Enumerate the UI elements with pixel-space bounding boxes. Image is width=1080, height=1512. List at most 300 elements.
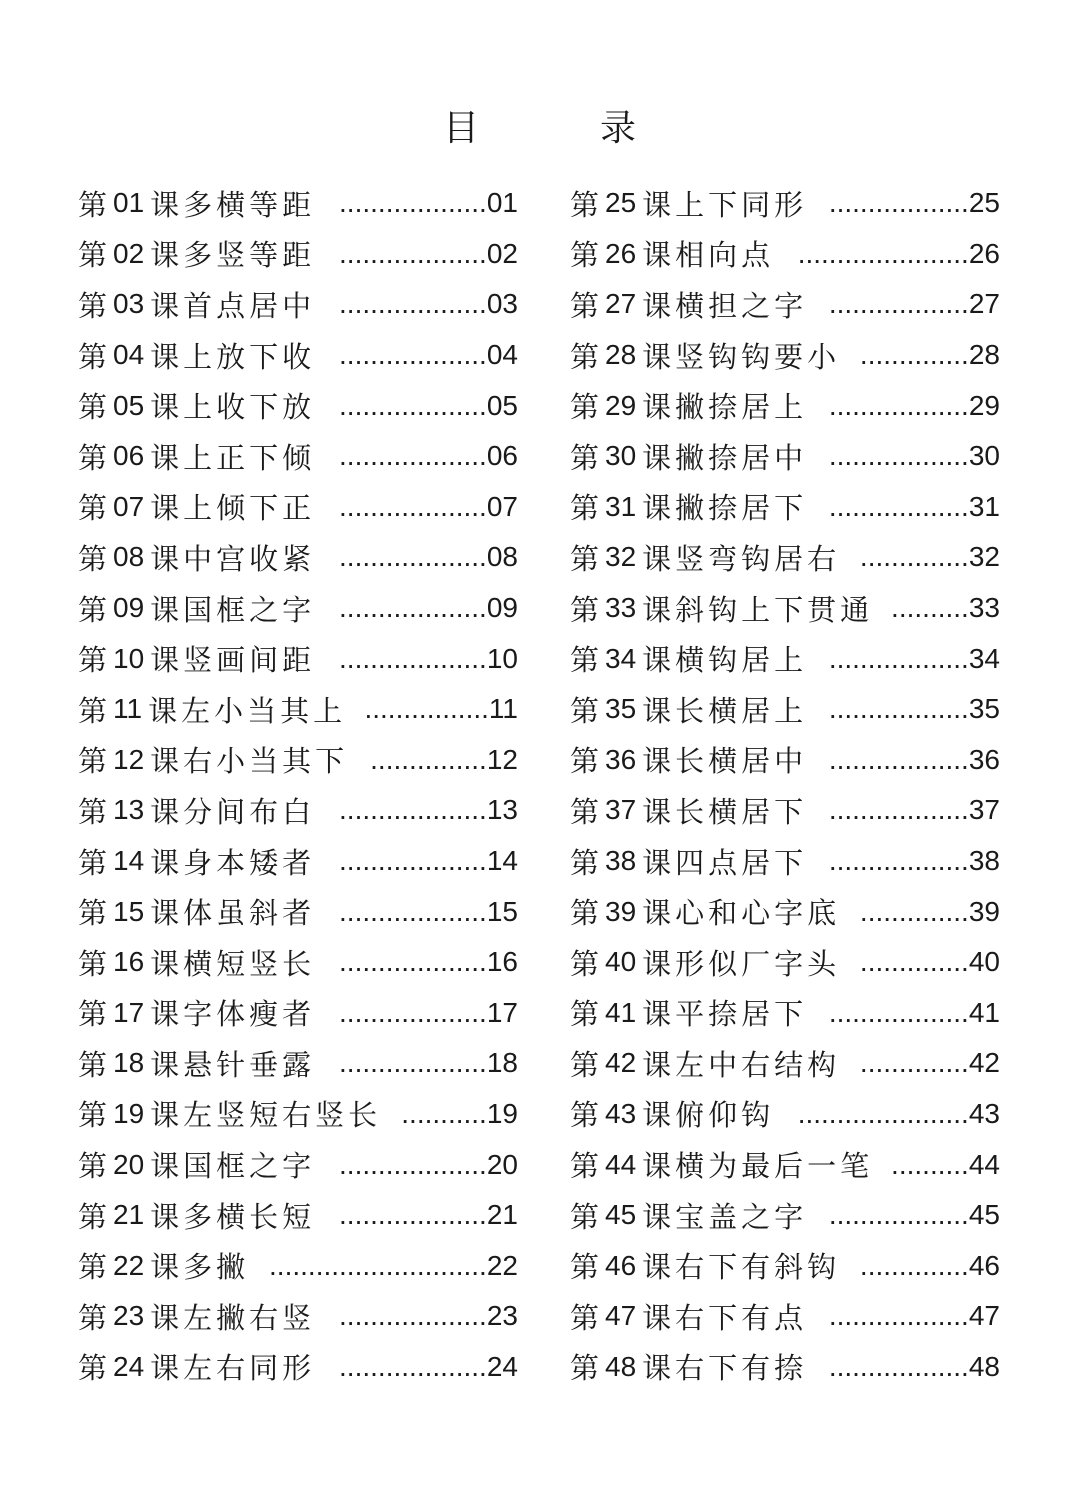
toc-entry-prefix: 第	[78, 946, 108, 981]
toc-entry-number: 22	[113, 1249, 145, 1281]
toc-entry-number: 29	[605, 389, 637, 421]
toc-entry-number: 28	[605, 339, 637, 371]
toc-entry-number: 18	[113, 1047, 145, 1079]
toc-entry-title: 课身本矮者	[150, 845, 316, 880]
dot-leader: ..........	[891, 1148, 969, 1180]
title-char-1: 目	[442, 108, 480, 149]
toc-entry-number: 42	[605, 1047, 637, 1079]
toc-entry-leader	[315, 592, 518, 624]
toc-entry[interactable]	[570, 482, 1000, 533]
toc-entry-page: 09	[486, 592, 518, 624]
toc-entry-number: 34	[605, 642, 637, 674]
toc-entry[interactable]	[570, 583, 1000, 634]
toc-entry-prefix: 第	[78, 794, 108, 829]
toc-entry-title: 课横担之字	[642, 288, 808, 323]
toc-entry-page: 35	[968, 693, 1000, 725]
toc-entry-page: 23	[486, 1300, 518, 1332]
toc-entry[interactable]	[78, 684, 518, 735]
toc-entry-number: 07	[113, 490, 145, 522]
toc-entry-title: 课上下同形	[642, 187, 808, 222]
toc-entry-leader	[315, 541, 518, 573]
toc-entry[interactable]	[570, 1139, 1000, 1190]
toc-entry[interactable]	[78, 178, 518, 229]
toc-entry[interactable]	[570, 836, 1000, 887]
toc-entry[interactable]	[78, 1089, 518, 1140]
toc-entry-prefix: 第	[78, 491, 108, 526]
toc-entry-prefix: 第	[570, 946, 600, 981]
toc-entry-title: 课右下有斜钩	[642, 1250, 841, 1285]
toc-entry-number: 17	[113, 996, 145, 1028]
toc-entry-number: 15	[113, 895, 145, 927]
dot-leader: ..............	[859, 946, 969, 978]
toc-entry-prefix: 第	[570, 390, 600, 425]
toc-entry-page: 45	[968, 1199, 1000, 1231]
toc-entry-leader	[840, 1250, 1000, 1282]
toc-entry-page: 13	[486, 794, 518, 826]
toc-entry-prefix: 第	[570, 1098, 600, 1133]
toc-entry-page: 37	[968, 794, 1000, 826]
toc-entry-page: 16	[486, 946, 518, 978]
toc-entry[interactable]	[570, 735, 1000, 786]
toc-entry-title: 课国框之字	[150, 1149, 316, 1184]
toc-entry-leader	[807, 693, 1000, 725]
toc-entry[interactable]	[570, 178, 1000, 229]
toc-entry-prefix: 第	[78, 390, 108, 425]
toc-entry-page: 31	[968, 490, 1000, 522]
toc-entry-title: 课首点居中	[150, 288, 316, 323]
toc-entry-leader	[807, 1199, 1000, 1231]
toc-entry-number: 37	[605, 794, 637, 826]
toc-entry-leader	[840, 541, 1000, 573]
toc-entry[interactable]	[78, 1342, 518, 1393]
toc-entry-title: 课左右同形	[150, 1351, 316, 1386]
dot-leader: ..................	[828, 642, 969, 674]
toc-entry-prefix: 第	[570, 643, 600, 678]
toc-entry-title: 课左竖短右竖长	[150, 1098, 382, 1133]
toc-entry-leader	[315, 491, 518, 523]
toc-entry-title: 课悬针垂露	[150, 1047, 316, 1082]
toc-entry-title: 课上收下放	[150, 390, 316, 425]
toc-entry[interactable]	[570, 532, 1000, 583]
toc-entry-page: 17	[486, 996, 518, 1028]
toc-entry[interactable]	[570, 279, 1000, 330]
toc-entry-prefix: 第	[570, 187, 600, 222]
toc-entry-leader	[807, 744, 1000, 776]
toc-entry[interactable]	[570, 229, 1000, 280]
toc-entry-page: 32	[968, 541, 1000, 573]
toc-entry-leader	[315, 896, 518, 928]
toc-entry-number: 16	[113, 946, 145, 978]
toc-entry-prefix: 第	[78, 896, 108, 931]
toc-entry-number: 06	[113, 440, 145, 472]
dot-leader: ..............	[859, 541, 969, 573]
toc-entry[interactable]	[570, 330, 1000, 381]
dot-leader: ..................	[828, 389, 969, 421]
toc-entry-prefix: 第	[570, 491, 600, 526]
toc-entry-page: 10	[486, 642, 518, 674]
toc-entry-prefix: 第	[78, 187, 108, 222]
toc-entry-prefix: 第	[78, 693, 108, 728]
toc-entry-number: 47	[605, 1300, 637, 1332]
toc-entry-prefix: 第	[78, 744, 108, 779]
toc-entry-leader	[315, 946, 518, 978]
toc-entry-number: 41	[605, 996, 637, 1028]
toc-entry-prefix: 第	[78, 1351, 108, 1386]
dot-leader: ..................	[828, 743, 969, 775]
toc-entry-number: 04	[113, 339, 145, 371]
toc-entry-title: 课斜钩上下贯通	[642, 592, 874, 627]
toc-entry-number: 40	[605, 946, 637, 978]
toc-entry-page: 19	[486, 1097, 518, 1129]
toc-entry-page: 08	[486, 541, 518, 573]
toc-entry-leader	[315, 1351, 518, 1383]
toc-entry[interactable]	[570, 785, 1000, 836]
toc-entry-leader	[315, 794, 518, 826]
toc-column-right	[570, 178, 1000, 1392]
title-char-2: 录	[600, 108, 638, 149]
dot-leader: ..................	[828, 1300, 969, 1332]
toc-entry-page: 36	[968, 743, 1000, 775]
toc-entry-number: 13	[113, 794, 145, 826]
toc-entry-prefix: 第	[570, 1300, 600, 1335]
dot-leader: ......................	[797, 237, 969, 269]
toc-entry-number: 35	[605, 693, 637, 725]
dot-leader: ..................	[828, 1199, 969, 1231]
toc-entry-leader	[774, 238, 1000, 270]
dot-leader: ..................	[828, 693, 969, 725]
toc-entry[interactable]	[570, 1190, 1000, 1241]
toc-entry[interactable]	[570, 684, 1000, 735]
toc-entry-leader	[774, 1098, 1000, 1130]
toc-entry-leader	[807, 845, 1000, 877]
toc-entry-number: 48	[605, 1350, 637, 1382]
toc-entry-number: 46	[605, 1249, 637, 1281]
toc-entry-leader	[348, 744, 518, 776]
toc-entry[interactable]	[78, 937, 518, 988]
toc-entry-leader	[807, 288, 1000, 320]
toc-entry[interactable]	[78, 482, 518, 533]
toc-entry-title: 课四点居下	[642, 845, 808, 880]
toc-entry[interactable]	[78, 836, 518, 887]
toc-entry-title: 课体虽斜者	[150, 896, 316, 931]
toc-entry-title: 课竖画间距	[150, 643, 316, 678]
toc-entry[interactable]	[570, 1291, 1000, 1342]
toc-entry[interactable]	[78, 886, 518, 937]
dot-leader: ................	[364, 693, 489, 725]
toc-entry-prefix: 第	[570, 1351, 600, 1386]
toc-entry-title: 课撇捺居上	[642, 390, 808, 425]
toc-entry-title: 课右下有点	[642, 1300, 808, 1335]
toc-entry-page: 11	[488, 693, 518, 725]
toc-entry-title: 课中宫收紧	[150, 541, 316, 576]
toc-entry-title: 课分间布白	[150, 794, 316, 829]
dot-leader: ..................	[828, 187, 969, 219]
toc-entry-title: 课心和心字底	[642, 896, 841, 931]
toc-entry[interactable]	[570, 988, 1000, 1039]
toc-entry-page: 02	[486, 237, 518, 269]
dot-leader: ...................	[339, 592, 487, 624]
toc-entry-page: 28	[968, 339, 1000, 371]
toc-entry-prefix: 第	[78, 1199, 108, 1234]
toc-entry-page: 41	[968, 996, 1000, 1028]
toc-entry-page: 25	[968, 187, 1000, 219]
toc-entry-prefix: 第	[78, 997, 108, 1032]
toc-entry-prefix: 第	[570, 794, 600, 829]
toc-entry-prefix: 第	[570, 339, 600, 374]
toc-entry-number: 21	[113, 1199, 145, 1231]
toc-entry-prefix: 第	[570, 541, 600, 576]
toc-entry[interactable]	[78, 431, 518, 482]
toc-entry-title: 课宝盖之字	[642, 1199, 808, 1234]
toc-entry[interactable]	[570, 1038, 1000, 1089]
dot-leader: ..........	[891, 592, 969, 624]
toc-column-left	[78, 178, 518, 1392]
toc-entry-page: 06	[486, 440, 518, 472]
toc-entry-page: 18	[486, 1047, 518, 1079]
toc-entry[interactable]	[78, 380, 518, 431]
dot-leader: ..............	[859, 895, 969, 927]
toc-entry-number: 14	[113, 845, 145, 877]
toc-entry-prefix: 第	[570, 1047, 600, 1082]
toc-entry[interactable]	[78, 1291, 518, 1342]
toc-entry-page: 14	[486, 845, 518, 877]
toc-entry-title: 课横短竖长	[150, 946, 316, 981]
toc-entry-title: 课上倾下正	[150, 491, 316, 526]
dot-leader: ..................	[828, 794, 969, 826]
toc-entry-prefix: 第	[570, 997, 600, 1032]
toc-entry-title: 课形似厂字头	[642, 946, 841, 981]
toc-entry-title: 课平捺居下	[642, 997, 808, 1032]
toc-entry-leader	[381, 1098, 518, 1130]
toc-entry-page: 29	[968, 389, 1000, 421]
toc-entry-leader	[249, 1250, 518, 1282]
toc-entry-number: 26	[605, 237, 637, 269]
toc-entry-leader	[807, 390, 1000, 422]
toc-entry-leader	[315, 1199, 518, 1231]
toc-entry-page: 03	[486, 288, 518, 320]
toc-entry-number: 45	[605, 1199, 637, 1231]
dot-leader: ...................	[339, 339, 487, 371]
toc-entry-title: 课相向点	[642, 238, 775, 273]
toc-entry-page: 24	[486, 1350, 518, 1382]
toc-entry-number: 38	[605, 845, 637, 877]
toc-entry[interactable]	[570, 1240, 1000, 1291]
toc-entry-page: 21	[486, 1199, 518, 1231]
toc-entry-title: 课多撇	[150, 1250, 250, 1285]
dot-leader: ...................	[339, 845, 487, 877]
toc-entry-number: 36	[605, 743, 637, 775]
toc-entry-number: 19	[113, 1097, 145, 1129]
toc-entry-number: 43	[605, 1097, 637, 1129]
toc-entry-prefix: 第	[78, 1149, 108, 1184]
toc-entry-leader	[873, 1149, 1000, 1181]
dot-leader: ......................	[797, 1097, 969, 1129]
toc-entry[interactable]	[78, 583, 518, 634]
toc-entry-title: 课右小当其下	[150, 744, 349, 779]
toc-entry-leader	[807, 997, 1000, 1029]
toc-entry-leader	[315, 440, 518, 472]
toc-entry-prefix: 第	[78, 339, 108, 374]
toc-entry-number: 39	[605, 895, 637, 927]
toc-entry-title: 课右下有捺	[642, 1351, 808, 1386]
toc-entry-prefix: 第	[78, 1250, 108, 1285]
toc-entry[interactable]	[570, 886, 1000, 937]
toc-entry-page: 44	[968, 1148, 1000, 1180]
dot-leader: ...................	[339, 389, 487, 421]
toc-entry-leader	[315, 390, 518, 422]
toc-entry-title: 课横钩居上	[642, 643, 808, 678]
toc-entry[interactable]	[78, 229, 518, 280]
dot-leader: ..................	[828, 845, 969, 877]
toc-entry-leader	[807, 187, 1000, 219]
toc-entry[interactable]	[78, 330, 518, 381]
toc-entry[interactable]	[570, 633, 1000, 684]
toc-entry-page: 34	[968, 642, 1000, 674]
toc-entry-prefix: 第	[78, 541, 108, 576]
dot-leader: ..................	[828, 1350, 969, 1382]
dot-leader: ...................	[339, 946, 487, 978]
toc-entry-prefix: 第	[570, 288, 600, 323]
toc-entry-leader	[315, 1047, 518, 1079]
toc-entry-title: 课俯仰钩	[642, 1098, 775, 1133]
dot-leader: ...................	[339, 895, 487, 927]
toc-entry-title: 课字体瘦者	[150, 997, 316, 1032]
toc-entry-prefix: 第	[570, 744, 600, 779]
toc-entry[interactable]	[78, 988, 518, 1039]
dot-leader: ...................	[339, 1148, 487, 1180]
toc-entry-prefix: 第	[570, 238, 600, 273]
toc-entry[interactable]	[570, 380, 1000, 431]
toc-entry-number: 03	[113, 288, 145, 320]
toc-entry-number: 12	[113, 743, 145, 775]
toc-entry-page: 07	[486, 490, 518, 522]
toc-entry[interactable]	[78, 785, 518, 836]
toc-entry-prefix: 第	[570, 1199, 600, 1234]
toc-entry-leader	[315, 997, 518, 1029]
toc-entry-page: 01	[486, 187, 518, 219]
toc-entry-page: 26	[968, 237, 1000, 269]
dot-leader: ...............	[370, 743, 487, 775]
toc-entry-leader	[315, 1149, 518, 1181]
dot-leader: ...................	[339, 642, 487, 674]
toc-entry-leader	[840, 896, 1000, 928]
toc-entry-title: 课国框之字	[150, 592, 316, 627]
dot-leader: ..................	[828, 490, 969, 522]
dot-leader: ...................	[339, 187, 487, 219]
dot-leader: ..................	[828, 288, 969, 320]
toc-entry-number: 02	[113, 237, 145, 269]
dot-leader: ..............	[859, 1249, 969, 1281]
toc-entry-number: 09	[113, 592, 145, 624]
dot-leader: ...........	[401, 1097, 487, 1129]
toc-entry-leader	[315, 845, 518, 877]
toc-entry-leader	[315, 187, 518, 219]
toc-entry-prefix: 第	[570, 896, 600, 931]
dot-leader: ...................	[339, 794, 487, 826]
toc-entry-number: 25	[605, 187, 637, 219]
toc-entry-page: 04	[486, 339, 518, 371]
dot-leader: ...................	[339, 490, 487, 522]
toc-entry-prefix: 第	[570, 845, 600, 880]
toc-entry[interactable]	[78, 1038, 518, 1089]
toc-entry-prefix: 第	[78, 440, 108, 475]
toc-entry-page: 43	[968, 1097, 1000, 1129]
toc-entry[interactable]	[570, 937, 1000, 988]
toc-entry-leader	[807, 440, 1000, 472]
toc-entry-title: 课上正下倾	[150, 440, 316, 475]
page-title	[0, 100, 1080, 151]
toc-entry[interactable]	[78, 532, 518, 583]
dot-leader: ...................	[339, 541, 487, 573]
toc-entry[interactable]	[78, 1190, 518, 1241]
toc-entry-prefix: 第	[78, 1098, 108, 1133]
toc-entry-title: 课长横居下	[642, 794, 808, 829]
toc-entry-prefix: 第	[570, 1149, 600, 1184]
toc-entry-page: 40	[968, 946, 1000, 978]
toc-entry-prefix: 第	[78, 238, 108, 273]
toc-entry-leader	[315, 643, 518, 675]
toc-entry-leader	[807, 643, 1000, 675]
toc-entry[interactable]	[78, 1240, 518, 1291]
toc-entry-prefix: 第	[570, 440, 600, 475]
toc-entry-page: 47	[968, 1300, 1000, 1332]
toc-entry-page: 12	[486, 743, 518, 775]
toc-entry-prefix: 第	[570, 592, 600, 627]
toc-entry-title: 课多横长短	[150, 1199, 316, 1234]
dot-leader: ...................	[339, 440, 487, 472]
toc-entry-page: 33	[968, 592, 1000, 624]
toc-entry-page: 27	[968, 288, 1000, 320]
toc-entry-number: 30	[605, 440, 637, 472]
toc-entry[interactable]	[570, 1089, 1000, 1140]
toc-entry-leader	[807, 491, 1000, 523]
toc-entry-prefix: 第	[78, 643, 108, 678]
toc-entry-leader	[840, 1047, 1000, 1079]
toc-entry-number: 01	[113, 187, 145, 219]
toc-entry[interactable]	[78, 279, 518, 330]
toc-entry-number: 32	[605, 541, 637, 573]
toc-entry-title: 课上放下收	[150, 339, 316, 374]
toc-entry-title: 课长横居上	[642, 693, 808, 728]
toc-entry-title: 课左中右结构	[642, 1047, 841, 1082]
dot-leader: ...................	[339, 288, 487, 320]
toc-entry[interactable]	[78, 633, 518, 684]
toc-entry-page: 38	[968, 845, 1000, 877]
toc-entry-title: 课长横居中	[642, 744, 808, 779]
dot-leader: ...................	[339, 1199, 487, 1231]
toc-entry-leader	[840, 339, 1000, 371]
dot-leader: ...................	[339, 996, 487, 1028]
toc-entry-title: 课多横等距	[150, 187, 316, 222]
toc-entry-title: 课横为最后一笔	[642, 1149, 874, 1184]
toc-entry[interactable]	[78, 1139, 518, 1190]
toc-entry-number: 23	[113, 1300, 145, 1332]
toc-entry-page: 42	[968, 1047, 1000, 1079]
toc-entry[interactable]	[570, 1342, 1000, 1393]
toc-entry-prefix: 第	[78, 845, 108, 880]
toc-entry-page: 48	[968, 1350, 1000, 1382]
dot-leader: ..................	[828, 440, 969, 472]
toc-entry-leader	[315, 339, 518, 371]
toc-entry-leader	[315, 238, 518, 270]
toc-entry-prefix: 第	[78, 288, 108, 323]
toc-entry-page: 15	[486, 895, 518, 927]
toc-entry-leader	[807, 1351, 1000, 1383]
toc-entry[interactable]	[570, 431, 1000, 482]
toc-entry-title: 课多竖等距	[150, 238, 316, 273]
toc-entry-leader	[807, 1300, 1000, 1332]
toc-entry[interactable]	[78, 735, 518, 786]
